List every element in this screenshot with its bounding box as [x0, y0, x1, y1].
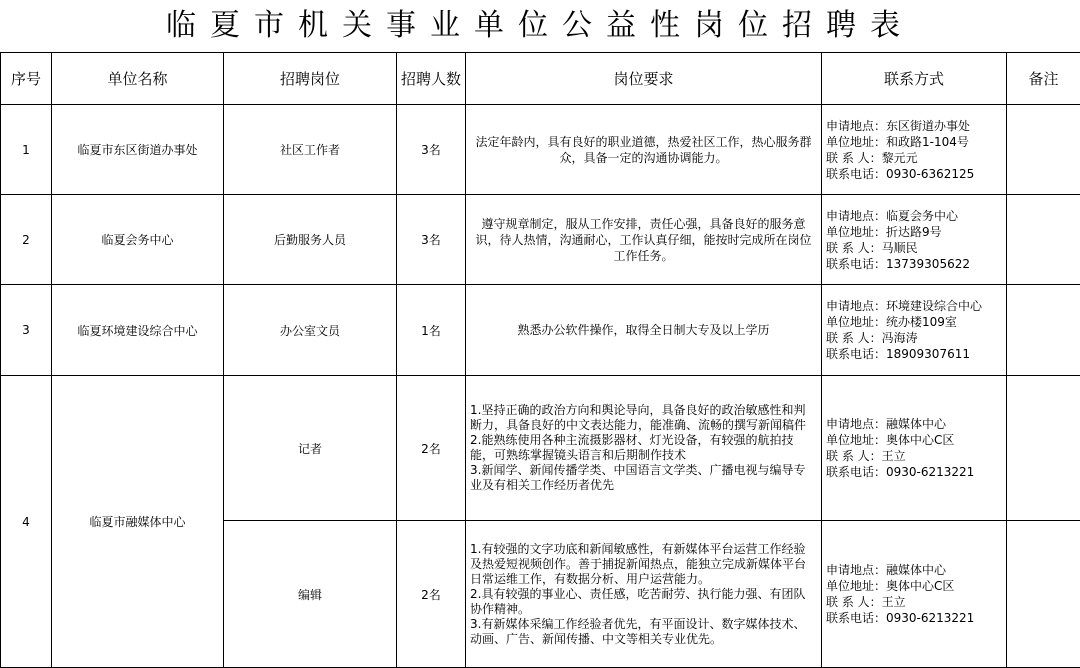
header-post: 招聘岗位: [224, 53, 397, 105]
row-contact: [822, 521, 1007, 668]
table-row: [1, 285, 1080, 376]
contact-place: 申请地点：东区街道办事处: [826, 118, 971, 133]
row-post: 办公室文员: [224, 285, 397, 376]
row-unit: 临夏会务中心: [52, 195, 224, 285]
contact-address: 单位地址：统办楼109室: [826, 315, 957, 329]
row-contact: [822, 285, 1007, 376]
contact-place: 申请地点：环境建设综合中心: [826, 299, 983, 313]
contact-phone: 联系电话：0930-6213221: [826, 611, 975, 625]
contact-address: 单位地址：奥体中心C区: [826, 579, 955, 593]
requirement-item: 2.能熟练使用各种主流摄影器材、灯光设备，有较强的航拍技能，可熟练掌握镜头语言和后期制作技术: [470, 433, 794, 462]
contact-place: 申请地点：临夏会务中心: [826, 208, 959, 223]
table-row: [1, 105, 1080, 195]
row-requirements: 法定年龄内，具有良好的职业道德，热爱社区工作，热心服务群众，具备一定的沟通协调能力。: [466, 105, 822, 195]
requirement-item: 1.有较强的文字功底和新闻敏感性，有新媒体平台运营工作经验及热爱短视频创作。善于捕捉新闻热点，能独立完成新媒体平台日常运维工作，有数据分析、用户运营能力。: [470, 541, 807, 586]
contact-address: 单位地址：折达路9号: [826, 224, 942, 239]
header-unit: 单位名称: [52, 53, 224, 105]
header-contact: 联系方式: [822, 53, 1007, 105]
contact-phone: 联系电话：18909307611: [826, 347, 970, 361]
header-requirements: 岗位要求: [466, 53, 822, 105]
contact-person: 联 系 人：王立: [826, 449, 906, 463]
contact-phone: 联系电话：0930-6362125: [826, 166, 975, 181]
contact-person: 联 系 人：马顺民: [826, 240, 918, 255]
contact-phone: 联系电话：0930-6213221: [826, 465, 975, 479]
row-note: [1007, 105, 1080, 195]
header-count: 招聘人数: [397, 53, 466, 105]
row-note: [1007, 195, 1080, 285]
row-requirements: [466, 376, 822, 521]
contact-person: 联 系 人：王立: [826, 595, 906, 609]
row-requirements: 熟悉办公软件操作，取得全日制大专及以上学历: [466, 285, 822, 376]
requirement-item: 3.新闻学、新闻传播学类、中国语言文学类、广播电视与编导专业及有相关工作经历者优先: [470, 463, 806, 492]
row-post: 后勤服务人员: [224, 195, 397, 285]
requirement-item: 3.有新媒体采编工作经验者优先，有平面设计、数字媒体技术、动画、广告、新闻传播、中文等相关专业优先。: [470, 616, 806, 646]
row-unit: 临夏市东区街道办事处: [52, 105, 224, 195]
row-note: [1007, 285, 1080, 376]
contact-address: 单位地址：奥体中心C区: [826, 433, 955, 447]
row-post: 社区工作者: [224, 105, 397, 195]
contact-person: 联 系 人：黎元元: [826, 150, 918, 165]
contact-phone: 联系电话：13739305622: [826, 256, 970, 271]
row-requirements: 遵守规章制定，服从工作安排，责任心强，具备良好的服务意识，待人热情，沟通耐心，工作认真仔细，能按时完成所在岗位工作任务。: [466, 195, 822, 285]
table-row: [1, 195, 1080, 285]
contact-place: 申请地点：融媒体中心: [826, 417, 947, 431]
row-count: 3名: [397, 195, 466, 285]
header-seq: 序号: [1, 53, 52, 105]
row-unit: 临夏市融媒体中心: [52, 376, 224, 668]
row-note: [1007, 521, 1080, 668]
table-row: [1, 376, 1080, 521]
row-requirements: [466, 521, 822, 668]
row-post: 编辑: [224, 521, 397, 668]
contact-address: 单位地址：和政路1-104号: [826, 134, 969, 149]
row-contact: [822, 105, 1007, 195]
contact-place: 申请地点：融媒体中心: [826, 563, 947, 577]
header-row: [1, 53, 1080, 105]
row-count: 2名: [397, 376, 466, 521]
row-unit: 临夏环境建设综合中心: [52, 285, 224, 376]
header-note: 备注: [1007, 53, 1080, 105]
row-seq: 3: [1, 285, 52, 376]
page-title: 临夏市机关事业单位公益性岗位招聘表: [166, 8, 914, 43]
row-contact: [822, 376, 1007, 521]
row-count: 1名: [397, 285, 466, 376]
row-seq: 4: [1, 376, 52, 668]
requirement-item: 1.坚持正确的政治方向和舆论导向，具备良好的政治敏感性和判断力，具备良好的中文表达能力，能准确、流畅的撰写新闻稿件: [470, 403, 807, 432]
row-count: 2名: [397, 521, 466, 668]
row-post: 记者: [224, 376, 397, 521]
row-seq: 2: [1, 195, 52, 285]
recruitment-table: [0, 52, 1080, 668]
contact-person: 联 系 人：冯海涛: [826, 331, 918, 345]
row-count: 3名: [397, 105, 466, 195]
requirement-item: 2.具有较强的事业心、责任感，吃苦耐劳、执行能力强、有团队协作精神。: [470, 586, 806, 616]
row-contact: [822, 195, 1007, 285]
row-seq: 1: [1, 105, 52, 195]
row-note: [1007, 376, 1080, 521]
